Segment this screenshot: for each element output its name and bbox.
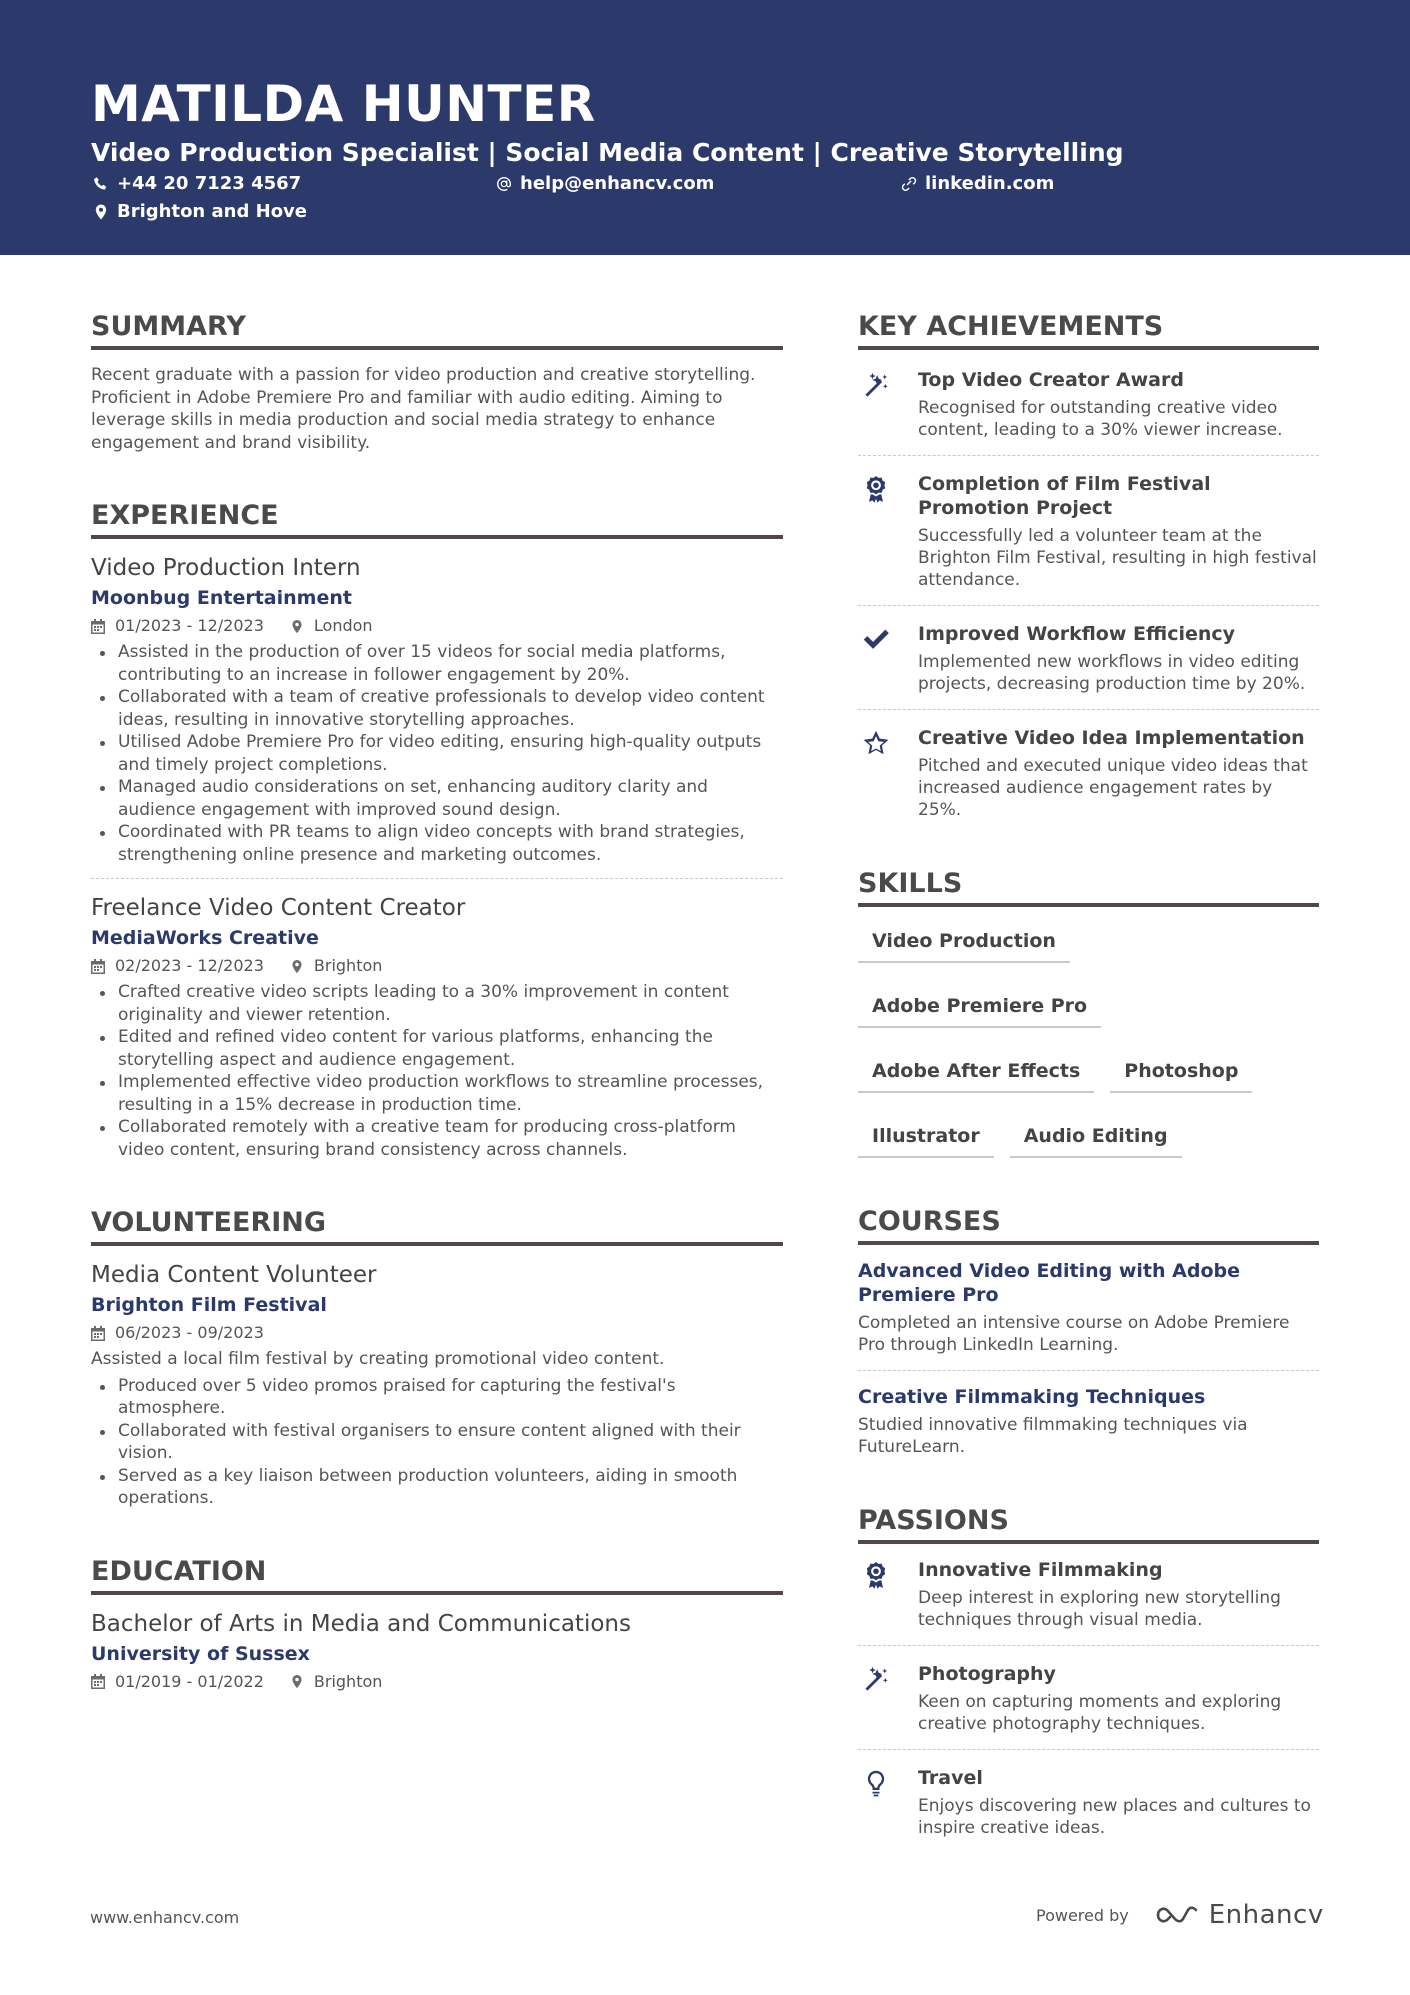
achievement-desc: Implemented new workflows in video editing projects, decreasing production time by 20%. [918, 652, 1306, 694]
calendar-icon [91, 959, 105, 974]
summary-section [91, 310, 783, 454]
passion-desc: Enjoys discovering new places and cultures to inspire creative ideas. [918, 1796, 1311, 1838]
award-ribbon-icon [862, 475, 890, 503]
enhancv-logo-icon [1155, 1902, 1201, 1928]
location-text: London [313, 616, 373, 635]
skills-section [858, 867, 1319, 1189]
star-outline-icon [862, 729, 890, 757]
section-title: COURSES [858, 1205, 1319, 1245]
at-icon [496, 176, 512, 192]
bullet-item: Produced over 5 video promos praised for capturing the festival's atmosphere. [91, 1375, 783, 1420]
checkmark-icon [862, 625, 890, 653]
bullet-item: Implemented effective video production workflows to streamline processes, resulting in a 15% decrease in production time. [91, 1071, 783, 1116]
footer-website[interactable]: www.enhancv.com [90, 1908, 240, 1927]
job-title: Video Production Intern [91, 555, 361, 581]
section-title: KEY ACHIEVEMENTS [858, 310, 1319, 350]
date-range: 01/2019 - 01/2022 [115, 1671, 264, 1691]
location-text: Brighton and Hove [117, 201, 308, 222]
achievement-item [858, 456, 1319, 606]
experience-entry [91, 553, 783, 879]
lightbulb-icon [862, 1769, 890, 1797]
entry-location [290, 615, 373, 637]
section-title: EDUCATION [91, 1555, 783, 1595]
course-item [858, 1259, 1319, 1371]
website-contact[interactable] [901, 173, 1054, 195]
brand-name: Enhancv [1208, 1900, 1324, 1930]
skill-tag: Illustrator [858, 1124, 994, 1158]
date-range: 01/2023 - 12/2023 [115, 616, 264, 635]
skill-tag: Audio Editing [1010, 1124, 1182, 1158]
experience-entry [91, 893, 783, 1161]
date-range: 02/2023 - 12/2023 [115, 956, 264, 975]
magic-wand-icon [862, 371, 890, 399]
entry-location [290, 955, 383, 977]
passion-title: Innovative Filmmaking [918, 1559, 1163, 1581]
achievement-icon-wrap [858, 622, 902, 695]
passion-icon-wrap [858, 1662, 902, 1735]
phone-icon [93, 176, 109, 192]
magic-wand-icon [862, 1665, 890, 1693]
bullet-item: Managed audio considerations on set, enhancing auditory clarity and audience engagement with improved sound design. [91, 776, 783, 821]
bullet-item: Collaborated remotely with a creative team for producing cross-platform video content, ensuring brand consistency across channels. [91, 1116, 783, 1161]
achievement-desc: Successfully led a volunteer team at the Brighton Film Festival, resulting in high festival attendance. [918, 526, 1317, 590]
volunteer-org: Brighton Film Festival [91, 1294, 327, 1316]
headline: Video Production Specialist | Social Media Content | Creative Storytelling [91, 138, 1124, 167]
section-title: EXPERIENCE [91, 499, 783, 539]
footer-branding [1036, 1900, 1324, 1930]
entry-meta [91, 1322, 783, 1344]
entry-meta [91, 615, 783, 637]
award-ribbon-icon [862, 1561, 890, 1589]
date-range: 06/2023 - 09/2023 [115, 1323, 264, 1342]
courses-section [858, 1205, 1319, 1458]
skill-tag: Adobe Premiere Pro [858, 994, 1101, 1028]
volunteering-section [91, 1206, 783, 1510]
calendar-icon [91, 619, 105, 634]
passion-desc: Keen on capturing moments and exploring creative photography techniques. [918, 1692, 1282, 1734]
job-title: Freelance Video Content Creator [91, 895, 466, 921]
bullet-item: Assisted in the production of over 15 videos for social media platforms, contributing to an increase in follower engagement by 20%. [91, 641, 783, 686]
section-title: VOLUNTEERING [91, 1206, 783, 1246]
bullet-item: Crafted creative video scripts leading to a 30% improvement in content originality and viewer retention. [91, 981, 783, 1026]
education-section [91, 1555, 783, 1693]
summary-text: Recent graduate with a passion for video production and creative storytelling. Proficient in Adobe Premiere Pro and familiar with audio editing. Aiming to leverage skills in media production and social media strategy to enhance engagement and brand visibility. [91, 365, 756, 453]
volunteer-role: Media Content Volunteer [91, 1262, 377, 1288]
map-pin-icon [93, 204, 109, 220]
map-pin-icon [290, 959, 304, 974]
experience-section [91, 499, 783, 1161]
bullet-item: Collaborated with festival organisers to ensure content aligned with their vision. [91, 1420, 783, 1465]
achievement-title: Improved Workflow Efficiency [918, 623, 1236, 645]
bullet-list [91, 981, 783, 1161]
achievement-title: Completion of Film Festival Promotion Project [918, 473, 1211, 519]
course-item [858, 1371, 1319, 1458]
entry-meta [91, 955, 783, 977]
entry-location [290, 1671, 383, 1693]
passion-icon-wrap [858, 1558, 902, 1631]
bullet-item: Collaborated with a team of creative professionals to develop video content ideas, resulting in innovative storytelling approaches. [91, 686, 783, 731]
entry-meta [91, 1671, 783, 1693]
achievement-desc: Pitched and executed unique video ideas that increased audience engagement rates by 25%. [918, 756, 1308, 820]
link-icon [901, 176, 917, 192]
degree: Bachelor of Arts in Media and Communications [91, 1610, 631, 1637]
map-pin-icon [290, 619, 304, 634]
skill-tag: Photoshop [1110, 1059, 1252, 1093]
bullet-item: Edited and refined video content for various platforms, enhancing the storytelling aspect and audience engagement. [91, 1026, 783, 1071]
phone-text: +44 20 7123 4567 [117, 173, 302, 194]
bullet-item: Coordinated with PR teams to align video concepts with brand strategies, strengthening online presence and marketing outcomes. [91, 821, 783, 866]
skills-list [858, 929, 1319, 1189]
location-contact [93, 201, 307, 223]
achievement-desc: Recognised for outstanding creative video content, leading to a 30% viewer increase. [918, 398, 1283, 440]
achievement-title: Creative Video Idea Implementation [918, 727, 1305, 749]
achievement-icon-wrap [858, 368, 902, 441]
candidate-name: MATILDA HUNTER [91, 75, 596, 133]
school-name: University of Sussex [91, 1642, 310, 1665]
achievement-item [858, 606, 1319, 710]
course-title: Advanced Video Editing with Adobe Premiere Pro [858, 1260, 1241, 1306]
email-contact[interactable] [496, 173, 714, 195]
section-title: PASSIONS [858, 1504, 1319, 1544]
map-pin-icon [290, 1674, 304, 1689]
course-desc: Studied innovative filmmaking techniques via FutureLearn. [858, 1415, 1248, 1457]
achievement-icon-wrap [858, 472, 902, 591]
company-name: MediaWorks Creative [91, 927, 319, 949]
section-title: SKILLS [858, 867, 1319, 907]
right-column [858, 310, 1319, 1839]
volunteer-intro: Assisted a local film festival by creating promotional video content. [91, 1349, 665, 1369]
passion-desc: Deep interest in exploring new storytelling techniques through visual media. [918, 1588, 1281, 1630]
company-name: Moonbug Entertainment [91, 587, 352, 609]
passion-title: Travel [918, 1767, 983, 1789]
location-text: Brighton [313, 956, 383, 975]
left-column [91, 310, 783, 1693]
achievement-item [858, 364, 1319, 456]
passion-icon-wrap [858, 1766, 902, 1839]
section-title: SUMMARY [91, 310, 783, 350]
passion-item [858, 1750, 1319, 1839]
bullet-item: Utilised Adobe Premiere Pro for video editing, ensuring high-quality outputs and timely project completions. [91, 731, 783, 776]
bullet-item: Served as a key liaison between production volunteers, aiding in smooth operations. [91, 1465, 783, 1510]
bullet-list [91, 641, 783, 866]
calendar-icon [91, 1326, 105, 1341]
skill-tag: Adobe After Effects [858, 1059, 1094, 1093]
location-text: Brighton [313, 1671, 383, 1691]
calendar-icon [91, 1674, 105, 1689]
passion-item [858, 1646, 1319, 1750]
skill-tag: Video Production [858, 929, 1070, 963]
course-title: Creative Filmmaking Techniques [858, 1386, 1206, 1408]
course-desc: Completed an intensive course on Adobe Premiere Pro through LinkedIn Learning. [858, 1313, 1290, 1355]
phone-contact[interactable] [93, 173, 301, 195]
achievements-section [858, 310, 1319, 821]
website-text: linkedin.com [925, 173, 1055, 194]
achievement-title: Top Video Creator Award [918, 369, 1184, 391]
passion-title: Photography [918, 1663, 1056, 1685]
achievement-icon-wrap [858, 726, 902, 821]
passion-item [858, 1558, 1319, 1646]
email-text: help@enhancv.com [520, 173, 715, 194]
bullet-list [91, 1375, 783, 1510]
passions-section [858, 1504, 1319, 1839]
resume-header [0, 0, 1410, 255]
powered-by-label: Powered by [1036, 1905, 1129, 1925]
achievement-item [858, 710, 1319, 821]
